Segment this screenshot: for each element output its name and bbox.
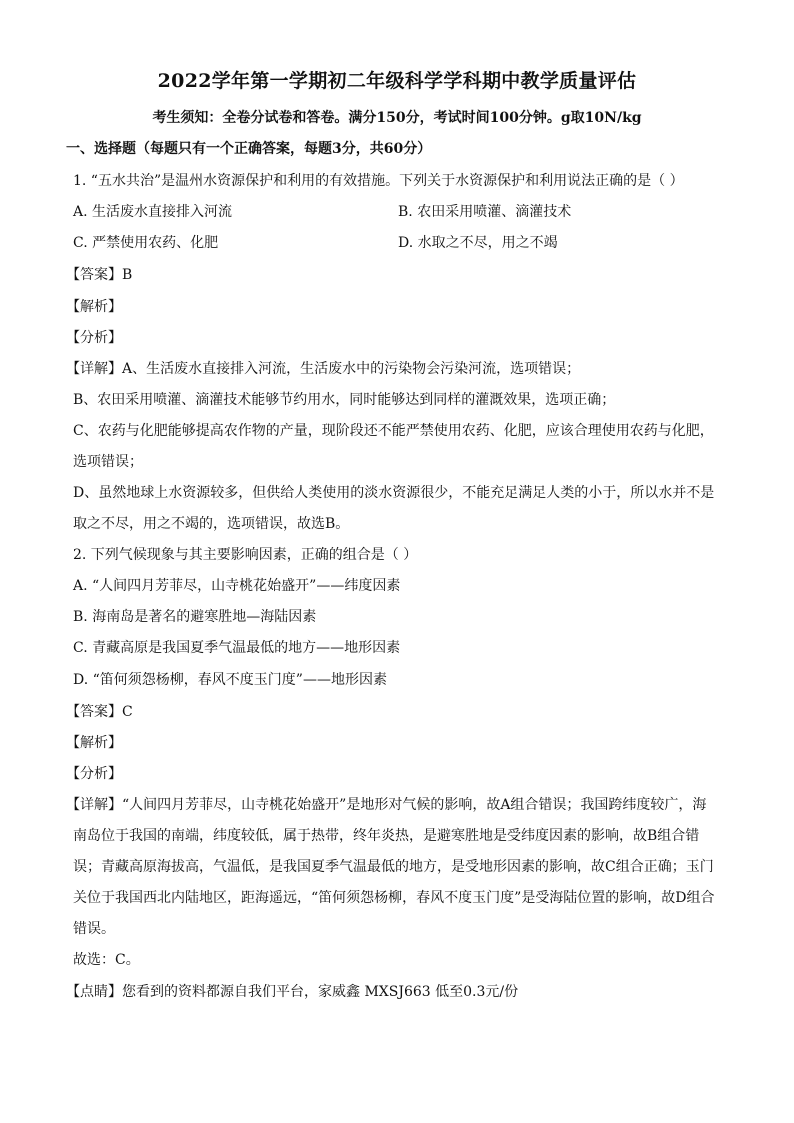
- exam-notice: 考生须知：全卷分试卷和答卷。满分150分，考试时间100分钟。g取10N/kg: [152, 110, 642, 126]
- q2-option-d: D. “笛何须怨杨柳，春风不度玉门度”——地形因素: [73, 672, 387, 688]
- q2-stem: 2. 下列气候现象与其主要影响因素，正确的组合是（ ）: [73, 547, 418, 563]
- q1-option-b: B. 农田采用喷灌、滴灌技术: [398, 204, 572, 220]
- q1-answer: 【答案】B: [66, 267, 133, 283]
- q1-detail-line: 取之不尽，用之不竭的，选项错误，故选B。: [73, 516, 350, 532]
- q1-detail-line: C、农药与化肥能够提高农作物的产量，现阶段还不能严禁使用农药、化肥，应该合理使用农药与化肥，: [73, 423, 714, 439]
- q2-detail-line: 误；青藏高原海拔高，气温低，是我国夏季气温最低的地方，是受地形因素的影响，故C组合正确；玉门: [73, 859, 714, 875]
- q1-detail-line: B、农田采用喷灌、滴灌技术能够节约用水，同时能够达到同样的灌溉效果，选项正确；: [73, 392, 616, 408]
- section-heading: 一、选择题（每题只有一个正确答案，每题3分，共60分）: [66, 141, 432, 157]
- q1-jiexi: 【解析】: [66, 299, 122, 315]
- q2-fenxi: 【分析】: [66, 766, 122, 782]
- q1-option-a: A. 生活废水直接排入河流: [73, 204, 233, 220]
- q1-option-d: D. 水取之不尽，用之不竭: [398, 235, 558, 251]
- q2-option-a: A. “人间四月芳菲尽，山寺桃花始盛开”——纬度因素: [73, 578, 401, 594]
- q1-option-c: C. 严禁使用农药、化肥: [73, 235, 219, 251]
- q2-option-c: C. 青藏高原是我国夏季气温最低的地方——地形因素: [73, 640, 401, 656]
- q1-detail-line: D、虽然地球上水资源较多，但供给人类使用的淡水资源很少，不能充足满足人类的小于，所以水并不是: [73, 485, 715, 501]
- q2-answer: 【答案】C: [66, 704, 133, 720]
- q2-detail-line: 错误。: [73, 921, 115, 937]
- q2-conclusion: 故选：C。: [73, 952, 140, 968]
- q2-detail-line: 关位于我国西北内陆地区，距海遥远，“笛何须怨杨柳，春风不度玉门度”是受海陆位置的影响，故D组合: [73, 890, 715, 906]
- q2-note: 【点睛】您看到的资料都源自我们平台，家威鑫 MXSJ663 低至0.3元/份: [66, 984, 519, 1000]
- q1-stem: 1. “五水共治”是温州水资源保护和利用的有效措施。下列关于水资源保护和利用说法正确的是（ ）: [73, 173, 684, 189]
- q1-fenxi: 【分析】: [66, 330, 122, 346]
- page-title: 2022学年第一学期初二年级科学学科期中教学质量评估: [157, 70, 637, 92]
- q2-detail-line: 【详解】“人间四月芳菲尽，山寺桃花始盛开”是地形对气候的影响，故A组合错误；我国跨纬度较广，海: [66, 797, 707, 813]
- q2-jiexi: 【解析】: [66, 735, 122, 751]
- q2-detail-line: 南岛位于我国的南端，纬度较低，属于热带，终年炎热，是避寒胜地是受纬度因素的影响，故B组合错: [73, 828, 700, 844]
- q1-detail-line: 选项错误；: [73, 454, 143, 470]
- q1-detail-line: 【详解】A、生活废水直接排入河流，生活废水中的污染物会污染河流，选项错误；: [66, 361, 581, 377]
- q2-option-b: B. 海南岛是著名的避寒胜地—海陆因素: [73, 609, 317, 625]
